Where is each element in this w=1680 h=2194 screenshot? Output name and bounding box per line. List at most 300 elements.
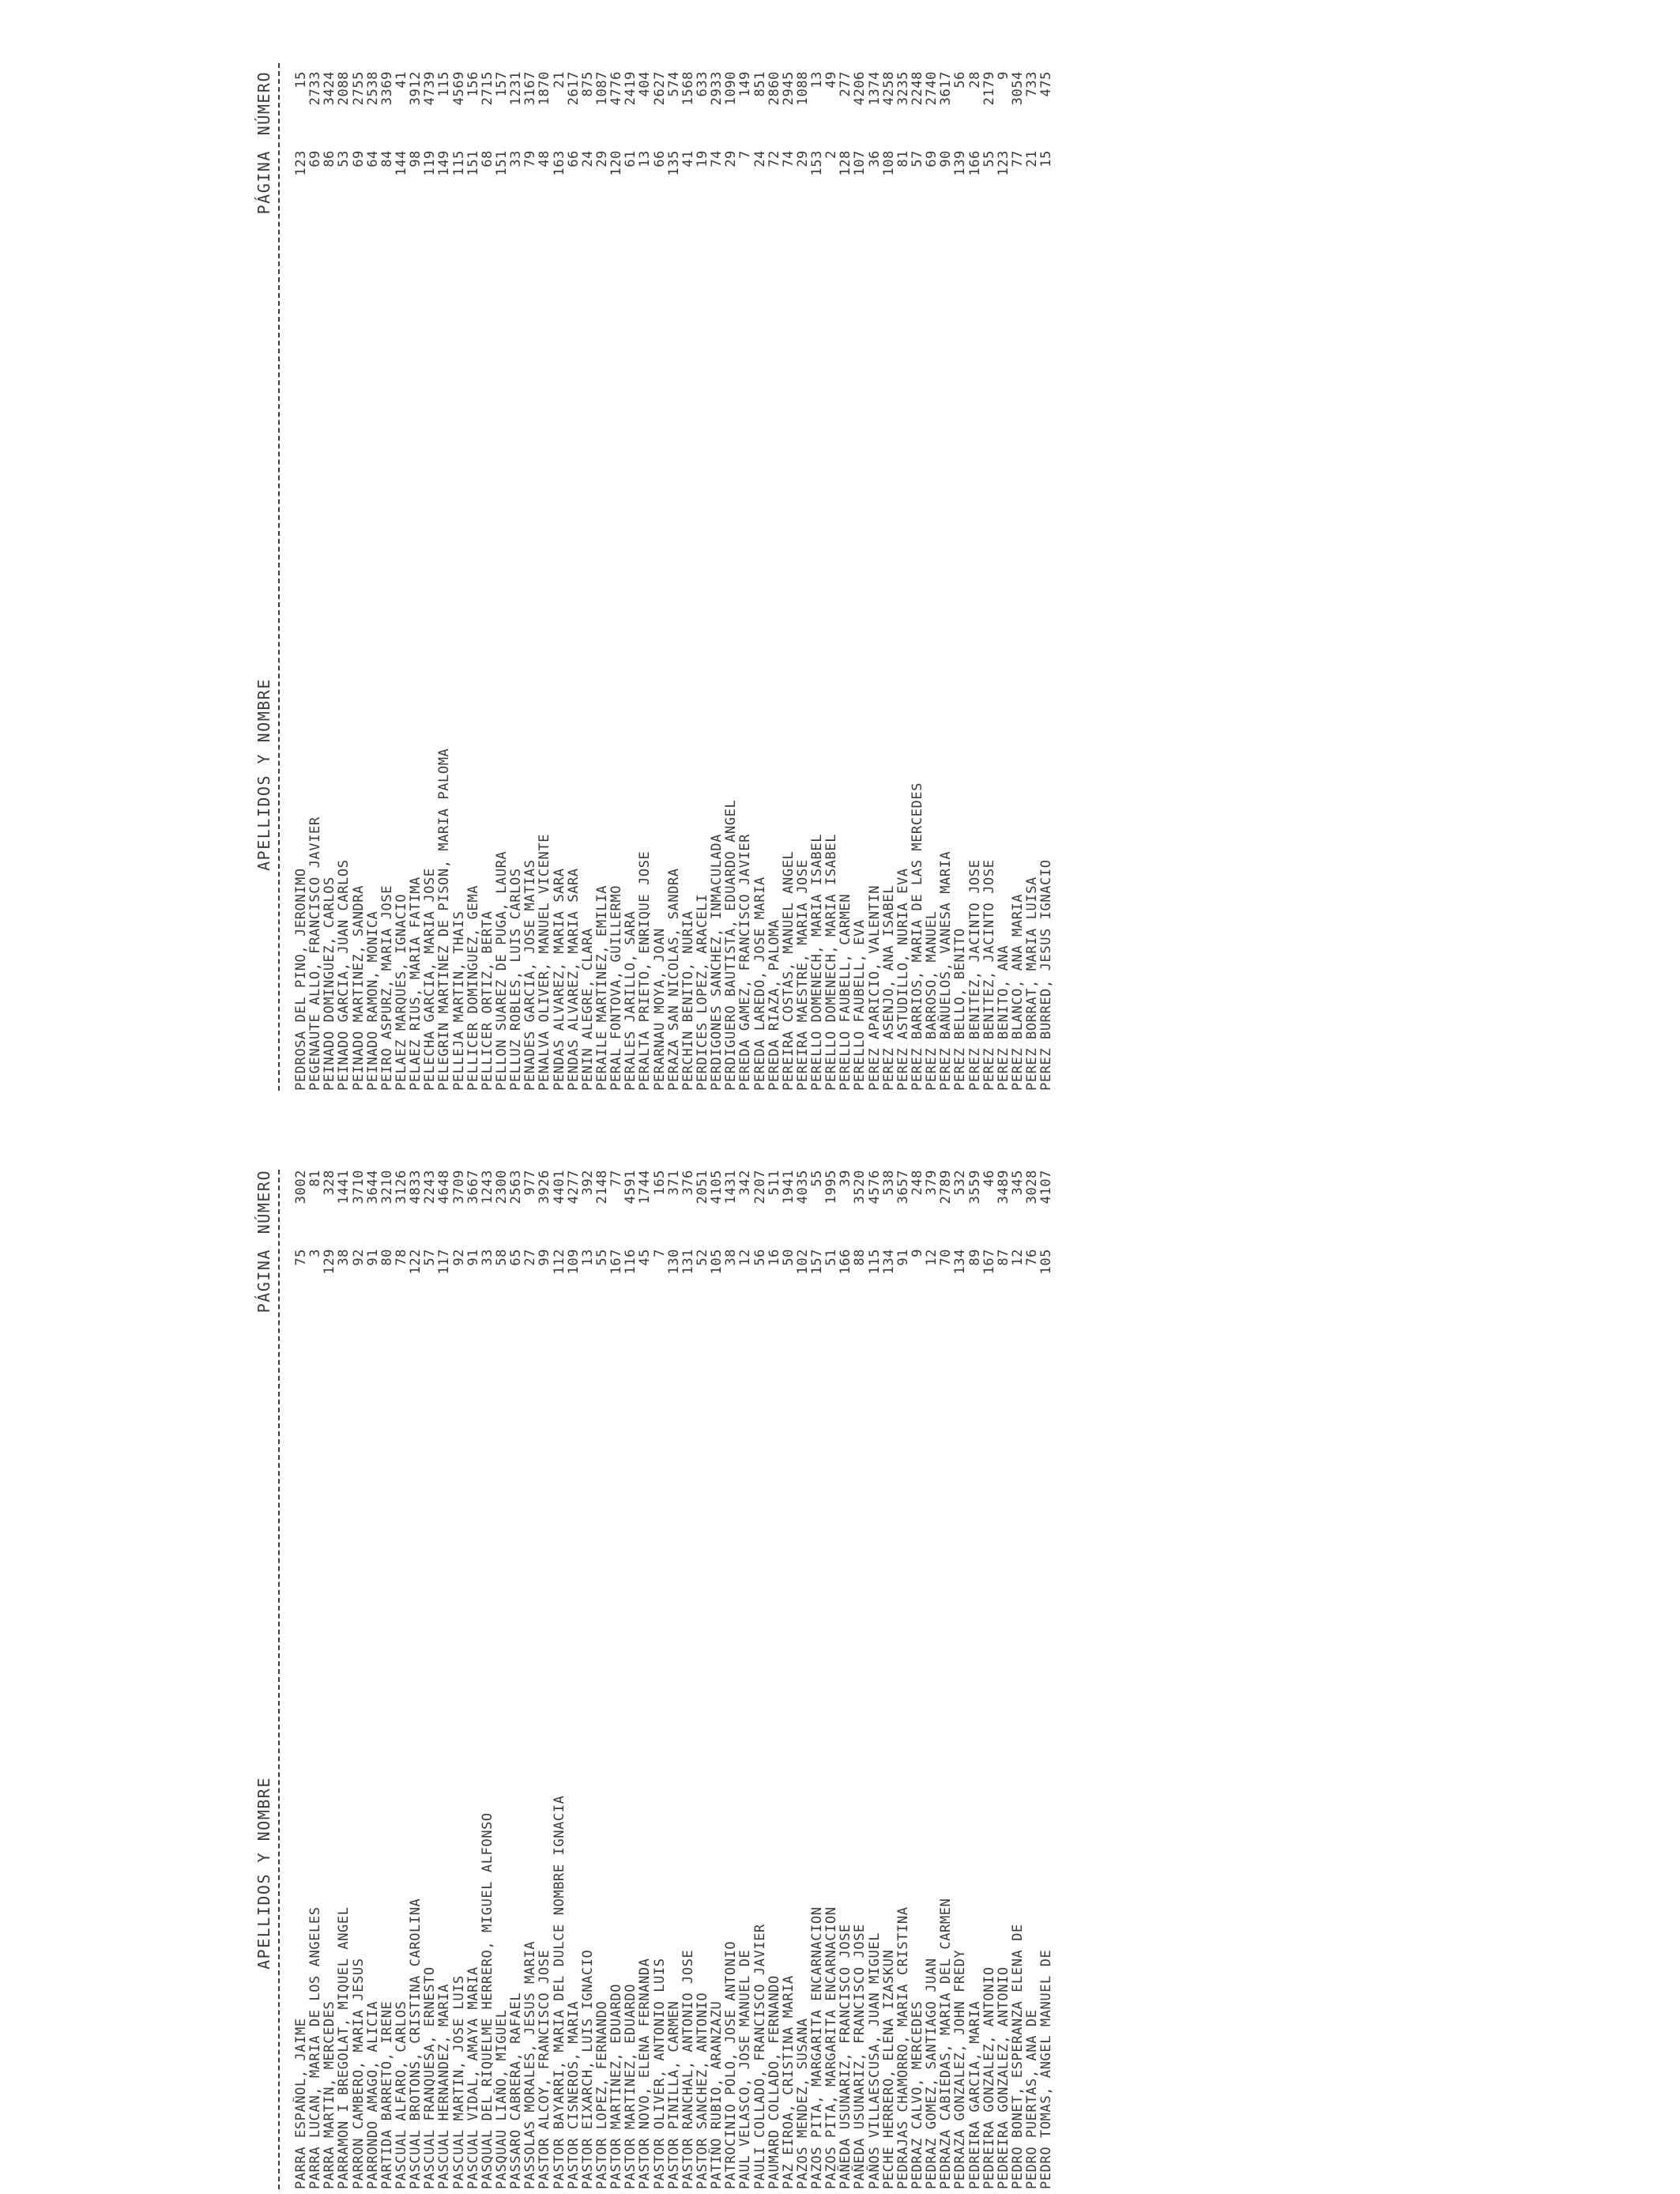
entry-number: 977 — [522, 1170, 539, 1196]
list-item — [882, 1170, 896, 2189]
list-item — [738, 63, 752, 1091]
list-item — [767, 1170, 782, 2189]
entry-number: 3028 — [1024, 1170, 1041, 1204]
entry-page: 38 — [336, 1249, 352, 1266]
entry-number: 28 — [966, 71, 983, 89]
entry-name: PELLICER DOMINGUEZ, GEMA — [465, 884, 481, 1091]
entry-number: 4591 — [623, 1170, 639, 1204]
entry-name: PERDICES LOPEZ, ARACELI — [694, 893, 710, 1091]
column-header — [253, 1170, 277, 2189]
column-header — [253, 63, 277, 1091]
entry-name: PERELLO DOMENECH, MARIA ISABEL — [823, 833, 840, 1091]
list-item — [653, 63, 667, 1091]
entry-number: 574 — [665, 71, 682, 97]
entry-name: PEREZ BARROSO, MANUEL — [924, 910, 940, 1091]
list-item — [437, 1170, 451, 2189]
list-item — [910, 63, 925, 1091]
list-item — [1011, 63, 1025, 1091]
entry-page: 144 — [393, 150, 409, 176]
entry-number: 1568 — [680, 71, 696, 106]
entry-number: 3002 — [293, 1170, 309, 1204]
entry-name: PEREZ BELLO, BENITO — [952, 928, 969, 1091]
list-item — [782, 63, 796, 1091]
entry-name: PARRONDO AMAGO, ALICIA — [364, 2000, 381, 2189]
entry-page: 33 — [479, 1249, 495, 1266]
entry-name: PEINADO DOMINGUEZ, CARLOS — [322, 876, 338, 1091]
entry-name: PAÑEDA USUNARIZ, FRANCISCO JOSE — [838, 1924, 854, 2189]
entry-number: 165 — [651, 1170, 668, 1196]
entry-page: 108 — [880, 150, 897, 176]
entry-number: 4107 — [1038, 1170, 1055, 1204]
entry-number: 3617 — [938, 71, 955, 106]
entry-number: 3369 — [379, 71, 395, 106]
entry-page: 24 — [751, 150, 768, 168]
list-item — [352, 63, 366, 1091]
entry-name: PASTOR ALCOY, FRANCISCO JOSE — [537, 1949, 553, 2189]
list-item — [308, 63, 322, 1091]
list-item — [495, 63, 509, 1091]
entry-name: PEINADO MARTINEZ, SANDRA — [350, 884, 367, 1091]
entry-page: 48 — [537, 150, 553, 168]
entry-number: 4648 — [436, 1170, 453, 1204]
entry-page: 91 — [465, 1249, 481, 1266]
list-item — [1039, 63, 1053, 1091]
entry-page: 24 — [579, 150, 596, 168]
entry-number: 3644 — [364, 1170, 381, 1204]
entry-page: 56 — [751, 1249, 768, 1266]
entry-name: PEIRO ASPURZ, MARIA JOSE — [379, 884, 395, 1091]
entry-name: PERAZA SAN NICOLAS, SANDRA — [665, 868, 682, 1091]
entry-page: 55 — [981, 150, 997, 168]
entry-number: 1995 — [823, 1170, 840, 1204]
entry-name: PENALVA OLIVER, MANUEL VICENTE — [537, 833, 553, 1091]
entry-name: PASTOR BAYARRI, MARIA DEL DULCE NOMBRE IGNACIA — [551, 1795, 567, 2189]
entry-name: PELECHA GARCIA, MARIA JOSE — [422, 868, 439, 1091]
entry-page: 116 — [623, 1249, 639, 1275]
entry-name: PASTOR EIXARCH, LUIS IGNACIO — [579, 1949, 596, 2189]
entry-page: 135 — [665, 150, 682, 176]
entry-name: PEDREIRA GONZALEZ, ANTONIO — [995, 1966, 1011, 2189]
entry-page: 12 — [737, 1249, 754, 1266]
entry-number: 15 — [293, 71, 309, 89]
list-item — [782, 1170, 796, 2189]
list-item — [609, 63, 623, 1091]
entry-number: 2207 — [751, 1170, 768, 1204]
list-item — [953, 63, 967, 1091]
list-item — [824, 1170, 838, 2189]
list-item — [366, 1170, 380, 2189]
list-item — [939, 1170, 953, 2189]
list-item — [838, 63, 853, 1091]
entry-name: PEDRO TOMAS, ANGEL MANUEL DE — [1038, 1949, 1055, 2189]
entry-number: 371 — [665, 1170, 682, 1196]
entry-page: 29 — [723, 150, 740, 168]
entry-page: 91 — [895, 1249, 911, 1266]
entry-page: 123 — [293, 150, 309, 176]
list-item — [409, 63, 423, 1091]
entry-name: PASTOR PINILLA, CARMEN — [665, 2000, 682, 2189]
entry-name: PAZOS PITA, MARGARITA ENCARNACION — [809, 1906, 826, 2189]
entry-name: PEDREIRA GONZALEZ, ANTONIO — [981, 1966, 997, 2189]
entry-number: 81 — [307, 1170, 324, 1187]
entry-number: 1088 — [794, 71, 811, 106]
entry-page: 92 — [350, 1249, 367, 1266]
entry-number: 4576 — [866, 1170, 883, 1204]
entry-number: 3912 — [408, 71, 424, 106]
entry-name: PAUL VELASCO, JOSE MANUEL DE — [737, 1949, 754, 2189]
entry-name: PASTOR MARTINEZ, EDUARDO — [608, 1983, 625, 2189]
list-item — [710, 1170, 724, 2189]
entry-page: 58 — [493, 1249, 510, 1266]
entry-number: 1870 — [537, 71, 553, 106]
entry-page: 16 — [766, 1249, 782, 1266]
entry-page: 69 — [350, 150, 367, 168]
entry-page: 105 — [1038, 1249, 1055, 1275]
entry-number: 1243 — [479, 1170, 495, 1204]
entry-page: 29 — [593, 150, 610, 168]
entry-page: 153 — [809, 150, 826, 176]
entry-page: 66 — [651, 150, 668, 168]
entry-name: PERCHIN BENITO, NURIA — [680, 910, 696, 1091]
entry-number: 2740 — [924, 71, 940, 106]
header-number: NÚMERO — [254, 71, 273, 136]
list-item — [595, 63, 609, 1091]
entry-name: PASTOR CISNEROS, MARIA — [565, 2000, 582, 2189]
list-item — [423, 1170, 437, 2189]
entry-page: 38 — [723, 1249, 740, 1266]
entry-page: 129 — [322, 1249, 338, 1275]
entry-page: 166 — [838, 1249, 854, 1275]
entry-page: 12 — [1010, 1249, 1026, 1266]
entry-number: 4569 — [450, 71, 467, 106]
entry-page: 29 — [794, 150, 811, 168]
entry-name: PEREDA GAMEZ, FRANCISCO JAVIER — [737, 833, 754, 1091]
list-item — [523, 63, 537, 1091]
entry-name: PASTOR NOVO, ELENA FERNANDA — [637, 1958, 654, 2189]
entry-name: PEREIRA COSTAS, MANUEL ANGEL — [780, 850, 797, 1091]
entry-number: 3054 — [1010, 71, 1026, 106]
list-item — [337, 63, 351, 1091]
dashed-rule — [278, 63, 280, 1091]
entry-name: PEREZ BENITEZ, JACINTO JOSE — [981, 859, 997, 1091]
list-item — [824, 63, 838, 1091]
list-item — [1039, 1170, 1053, 2189]
entry-name: PEDRAZA GONZALEZ, JOHN FREDY — [952, 1949, 969, 2189]
header-number: NÚMERO — [254, 1170, 273, 1235]
entry-number: 1431 — [723, 1170, 740, 1204]
entry-page: 53 — [336, 150, 352, 168]
entry-name: PERELLO FAUBELL, CARMEN — [838, 893, 854, 1091]
list-item — [352, 1170, 366, 2189]
entry-name: PASTOR RANCHAL, ANTONIO JOSE — [680, 1949, 696, 2189]
list-item — [1025, 63, 1039, 1091]
list-item — [882, 63, 896, 1091]
entry-name: PEREIRA MAESTRE, MARIA JOSE — [794, 859, 811, 1091]
entry-page: 41 — [680, 150, 696, 168]
entry-number: 39 — [838, 1170, 854, 1187]
list-item — [466, 1170, 480, 2189]
entry-name: PEDRAJAS CHAMORRO, MARIA CRISTINA — [895, 1906, 911, 2189]
entry-name: PEREZ APARICIO, VALENTIN — [866, 884, 883, 1091]
entry-name: PARRA MARTIN, MERCEDES — [322, 2000, 338, 2189]
list-item — [996, 63, 1011, 1091]
list-item — [623, 63, 638, 1091]
list-item — [1011, 1170, 1025, 2189]
entry-number: 2300 — [493, 1170, 510, 1204]
entry-page: 167 — [608, 1249, 625, 1275]
entry-number: 4277 — [565, 1170, 582, 1204]
list-item — [982, 1170, 996, 2189]
entry-name: PEREZ BENITO, ANA — [995, 944, 1011, 1091]
entry-number: 49 — [823, 71, 840, 89]
entry-name: PATIÑO RUBIO, ARANZAZU — [709, 2000, 725, 2189]
entry-page: 3 — [307, 1249, 324, 1257]
entry-name: PERALES JARILLO, SARA — [623, 910, 639, 1091]
entry-number: 404 — [637, 71, 654, 97]
entry-name: PENADES GARCIA, JOSE MATIAS — [522, 859, 539, 1091]
entry-page: 45 — [637, 1249, 654, 1266]
entry-page: 7 — [651, 1249, 668, 1257]
entry-number: 2538 — [364, 71, 381, 106]
entry-name: PARRA ESPAÑOL, JAIME — [293, 2018, 309, 2189]
entry-name: PASCUAL BROTONS, CRISTINA CAROLINA — [408, 1898, 424, 2189]
entry-number: 2715 — [479, 71, 495, 106]
entry-page: 74 — [709, 150, 725, 168]
entry-name: PAÑEDA USUNARIZ, FRANCISCO JOSE — [852, 1924, 868, 2189]
entry-page: 120 — [608, 150, 625, 176]
entry-name: PEDRAZ CALVO, MERCEDES — [910, 2000, 926, 2189]
entry-name: PEDREIRA GARCIA, MARIA — [966, 2000, 983, 2189]
entry-page: 122 — [408, 1249, 424, 1275]
entry-name: PEINADO GARCIA, JUAN CARLOS — [336, 859, 352, 1091]
dashed-rule — [278, 1170, 280, 2189]
entry-number: 21 — [551, 71, 567, 89]
list-item — [322, 1170, 337, 2189]
list-item — [466, 63, 480, 1091]
entry-name: PEDRAZA CABIEDAS, MARIA DEL CARMEN — [938, 1898, 955, 2189]
entry-number: 733 — [1024, 71, 1041, 97]
entry-number: 77 — [608, 1170, 625, 1187]
entry-page: 51 — [823, 1249, 840, 1266]
entry-number: 475 — [1038, 71, 1055, 97]
entry-number: 1231 — [508, 71, 525, 106]
entry-number: 2088 — [336, 71, 352, 106]
header-name: APELLIDOS Y NOMBRE — [254, 678, 273, 871]
entry-name: PEDRO BONET, ESPERANZA ELENA DE — [1010, 1924, 1026, 2189]
entry-page: 134 — [880, 1249, 897, 1275]
entry-number: 875 — [579, 71, 596, 97]
list-item — [896, 1170, 910, 2189]
list-item — [796, 63, 810, 1091]
list-item — [638, 63, 652, 1091]
entry-page: 57 — [910, 150, 926, 168]
list-item — [996, 1170, 1011, 2189]
entry-name: PAZ EIROA, CRISTINA MARIA — [780, 1975, 797, 2189]
entry-number: 3710 — [350, 1170, 367, 1204]
entry-number: 345 — [1010, 1170, 1026, 1196]
entry-number: 1441 — [336, 1170, 352, 1204]
entry-number: 1941 — [780, 1170, 797, 1204]
entry-name: PEREZ BLANCO, ANA MARIA — [1010, 893, 1026, 1091]
entry-page: 131 — [680, 1249, 696, 1275]
entry-name: PERAILE MARTINEZ, EMILIA — [593, 884, 610, 1091]
entry-number: 3657 — [895, 1170, 911, 1204]
entry-page: 166 — [966, 150, 983, 176]
list-item — [724, 1170, 738, 2189]
entry-page: 112 — [551, 1249, 567, 1275]
entry-name: PARRAMON I BREGOLAT, MIQUEL ANGEL — [336, 1906, 352, 2189]
entry-page: 163 — [551, 150, 567, 176]
header-name: APELLIDOS Y NOMBRE — [254, 1777, 273, 1970]
entry-number: 633 — [694, 71, 710, 97]
entry-page: 157 — [809, 1249, 826, 1275]
list-item — [567, 1170, 581, 2189]
entry-name: PEGENAUTE ALLO, FRANCISCO JAVIER — [307, 816, 324, 1091]
entry-name: PEREZ BAÑUELOS, VANESA MARIA — [938, 850, 955, 1091]
list-item — [623, 1170, 638, 2189]
entry-name: PASCUAL FRANQUESA, ERNESTO — [422, 1966, 439, 2189]
entry-page: 65 — [508, 1249, 525, 1266]
entry-number: 4776 — [608, 71, 625, 106]
entry-number: 4833 — [408, 1170, 424, 1204]
entry-number: 3235 — [895, 71, 911, 106]
entry-name: PARRA LUCAN, MARIA DE LOS ANGELES — [307, 1906, 324, 2189]
entry-name: PEINADO RAMON, MONICA — [364, 910, 381, 1091]
entry-page: 36 — [866, 150, 883, 168]
list-item — [394, 1170, 409, 2189]
entry-number: 1744 — [637, 1170, 654, 1204]
entry-name: PEDROSA DEL PINO, JERONIMO — [293, 868, 309, 1091]
entry-page: 139 — [952, 150, 969, 176]
entry-page: 107 — [852, 150, 868, 176]
entry-name: PASTOR MARTINEZ, EDUARDO — [623, 1983, 639, 2189]
list-item — [982, 63, 996, 1091]
list-item — [581, 63, 595, 1091]
list-item — [394, 63, 409, 1091]
entry-page: 86 — [322, 150, 338, 168]
entry-name: PENDAS ALVAREZ, MARIA SARA — [565, 868, 582, 1091]
list-item — [437, 63, 451, 1091]
list-item — [609, 1170, 623, 2189]
entry-name: PEREZ BORRAT, MARIA LUISA — [1024, 876, 1041, 1091]
entry-page: 87 — [995, 1249, 1011, 1266]
list-item — [380, 63, 394, 1091]
list-item — [910, 1170, 925, 2189]
list-item — [294, 1170, 308, 2189]
entry-name: PELLEJA MARTIN, THAIS — [450, 910, 467, 1091]
entry-number: 41 — [393, 71, 409, 89]
entry-name: PERARNAU MOYA, JOAN — [651, 928, 668, 1091]
entry-number: 328 — [322, 1170, 338, 1196]
entry-name: PATROCINIO POLO, JOSE ANTONIO — [723, 1940, 740, 2189]
entry-page: 81 — [895, 150, 911, 168]
entry-number: 511 — [766, 1170, 782, 1196]
entry-name: PELLUZ ROBLES, LUIS CARLOS — [508, 868, 525, 1091]
list-item — [939, 63, 953, 1091]
entry-number: 2051 — [694, 1170, 710, 1204]
entry-name: PERELLO FAUBELL, EVA — [852, 919, 868, 1091]
list-item — [537, 63, 552, 1091]
entry-number: 532 — [952, 1170, 969, 1196]
list-item — [724, 63, 738, 1091]
entry-page: 57 — [422, 1249, 439, 1266]
entry-number: 3424 — [322, 71, 338, 106]
entry-name: PASQUAL DEL RIQUELME HERRERO, MIGUEL ALFONSO — [479, 1812, 495, 2189]
list-item — [810, 63, 824, 1091]
list-item — [452, 1170, 466, 2189]
entry-page: 89 — [966, 1249, 983, 1266]
entry-page: 123 — [995, 150, 1011, 176]
entry-page: 80 — [379, 1249, 395, 1266]
entry-number: 1087 — [593, 71, 610, 106]
list-item — [366, 63, 380, 1091]
list-item — [925, 1170, 939, 2189]
entry-name: PAUMARD COLLADO, FERNANDO — [766, 1975, 782, 2189]
entry-name: PASCUAL VIDAL, AMAYA MARIA — [465, 1966, 481, 2189]
entry-number: 2248 — [910, 71, 926, 106]
entry-page: 9 — [910, 1249, 926, 1257]
entry-number: 4739 — [422, 71, 439, 106]
entry-name: PASCUAL MARTIN, JOSE LUIS — [450, 1975, 467, 2189]
rotated-index-sheet — [253, 40, 1628, 2189]
list-item — [667, 1170, 681, 2189]
entry-page: 167 — [981, 1249, 997, 1275]
list-item — [322, 63, 337, 1091]
entry-name: PASCUAL HERNANDEZ, MARIA — [436, 1983, 453, 2189]
list-item — [537, 1170, 552, 2189]
entry-name: PEDRAZ GOMEZ, SANTIAGO JUAN — [924, 1958, 940, 2189]
entry-number: 2563 — [508, 1170, 525, 1204]
entry-name: PEREDA RIAZA, PALOMA — [766, 919, 782, 1091]
entry-number: 56 — [952, 71, 969, 89]
entry-number: 2148 — [593, 1170, 610, 1204]
list-item — [738, 1170, 752, 2189]
entry-name: PELLON SUAREZ DE PUGA, LAURA — [493, 850, 510, 1091]
entry-number: 3489 — [995, 1170, 1011, 1204]
entry-page: 13 — [637, 150, 654, 168]
entry-name: PEREZ BURRED, JESUS IGNACIO — [1038, 859, 1055, 1091]
entry-number: 4035 — [794, 1170, 811, 1204]
entry-page: 149 — [436, 150, 453, 176]
entry-page: 69 — [924, 150, 940, 168]
entry-page: 70 — [938, 1249, 955, 1266]
entry-name: PASCUAL ALFARO, CARLOS — [393, 2000, 409, 2189]
entry-list — [294, 1170, 1053, 2189]
entry-number: 156 — [465, 71, 481, 97]
entry-name: PASTOR LOPEZ, FERNANDO — [593, 2000, 610, 2189]
list-item — [796, 1170, 810, 2189]
entry-number: 9 — [995, 71, 1011, 80]
entry-name: PASSOLAS MORALES, JESUS MARIA — [522, 1940, 539, 2189]
entry-page: 99 — [537, 1249, 553, 1266]
entry-name: PELLICER ORTIZ, BERTA — [479, 910, 495, 1091]
entry-page: 115 — [866, 1249, 883, 1275]
entry-name: PERDIGUERO BAUTISTA, EDUARDO ANGEL — [723, 799, 740, 1091]
entry-page: 27 — [522, 1249, 539, 1266]
entry-number: 157 — [493, 71, 510, 97]
list-item — [968, 1170, 982, 2189]
entry-name: PAULI COLLADO, FRANCISCO JAVIER — [751, 1924, 768, 2189]
entry-number: 3667 — [465, 1170, 481, 1204]
entry-page: 130 — [665, 1249, 682, 1275]
list-item — [810, 1170, 824, 2189]
list-item — [681, 1170, 695, 2189]
entry-number: 13 — [809, 71, 826, 89]
entry-page: 50 — [780, 1249, 797, 1266]
list-item — [480, 63, 495, 1091]
list-item — [495, 1170, 509, 2189]
list-item — [953, 1170, 967, 2189]
